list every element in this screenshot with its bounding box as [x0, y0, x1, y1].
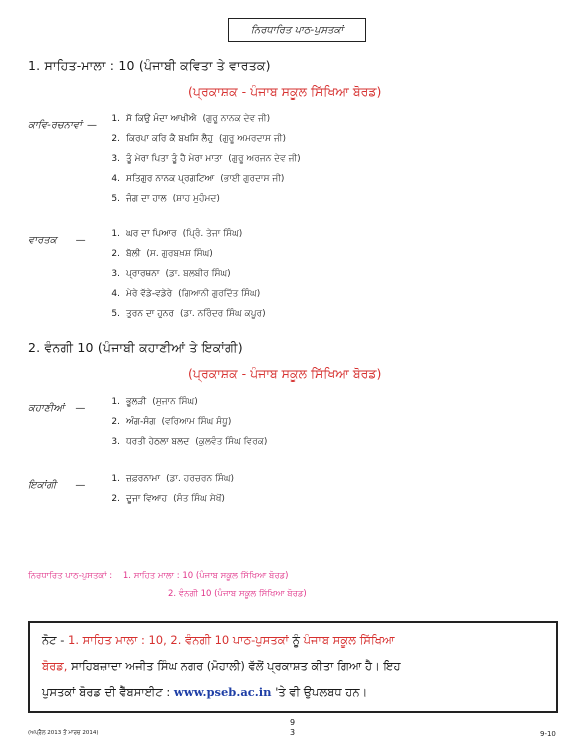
page-title: ਨਿਰਧਾਰਿਤ ਪਾਠ-ਪੁਸਤਕਾਂ: [250, 24, 344, 36]
section2-heading: 2. ਵੰਨਗੀ 10 (ਪੰਜਾਬੀ ਕਹਾਣੀਆਂ ਤੇ ਇਕਾਂਗੀ): [28, 340, 243, 355]
list-item: 4. ਮੇਰੇ ਵੱਡੇ-ਵਡੇਰੇ (ਗਿਆਨੀ ਗੁਰਦਿੱਤ ਸਿੰਘ): [111, 289, 261, 299]
section1-heading: 1. ਸਾਹਿਤ-ਮਾਲਾ : 10 (ਪੰਜਾਬੀ ਕਵਿਤਾ ਤੇ ਵਾਰਤਕ): [28, 58, 271, 73]
list-item: 2. ਅੰਗ-ਸੰਗ (ਵਰਿਆਮ ਸਿੰਘ ਸੰਧੂ): [111, 417, 232, 427]
page-number: 3: [290, 728, 296, 737]
list-item: 1. ਭੂਲੜੀ (ਸੁਜਾਨ ਸਿੰਘ): [111, 397, 198, 407]
list-item: 1. ਘਰ ਦਾ ਪਿਆਰ (ਪ੍ਰਿੰ. ਤੇਜਾ ਸਿੰਘ): [111, 229, 243, 239]
footer-class-range: 9-10: [540, 730, 556, 738]
list-item: 1. ਸੋ ਕਿਉ ਮੰਦਾ ਆਖੀਐ (ਗੁਰੂ ਨਾਨਕ ਦੇਵ ਜੀ): [111, 114, 271, 124]
website-link[interactable]: www.pseb.ac.in: [173, 685, 272, 699]
list-item: 3. ਤੂੰ ਮੇਰਾ ਪਿਤਾ ਤੂੰ ਹੈ ਮੇਰਾ ਮਾਤਾ (ਗੁਰੂ ਅਰਜਨ ਦੇਵ ਜੀ): [111, 154, 301, 164]
footer-page-marker: 9: [290, 718, 296, 727]
list-item: 1. ਜ਼ਫ਼ਰਨਾਮਾ (ਡਾ. ਹਰਚਰਨ ਸਿੰਘ): [111, 474, 235, 484]
group-label-prose: ਵਾਰਤਕ —: [28, 235, 86, 246]
section2-publisher: (ਪ੍ਰਕਾਸ਼ਕ - ਪੰਜਾਬ ਸਕੂਲ ਸਿੱਖਿਆ ਬੋਰਡ): [188, 366, 382, 381]
group-label-poetry: ਕਾਵਿ-ਰਚਨਾਵਾਂ —: [28, 120, 98, 131]
group-label-stories: ਕਹਾਣੀਆਂ —: [28, 403, 86, 414]
group-label-plays: ਇਕਾਂਗੀ —: [28, 480, 86, 491]
note-line-3: ਪੁਸਤਕਾਂ ਬੋਰਡ ਦੀ ਵੈੱਬਸਾਈਟ : www.pseb.ac.in 'ਤੇ ਵੀ ਉਪਲਬਧ ਹਨ।: [42, 685, 368, 699]
list-item: 3. ਪ੍ਰਾਰਥਨਾ (ਡਾ. ਬਲਬੀਰ ਸਿੰਘ): [111, 269, 231, 279]
list-item: 2. ਦੂਜਾ ਵਿਆਹ (ਸੰਤ ਸਿੰਘ ਸੇਖੋਂ): [111, 494, 225, 504]
list-item: 2. ਬੋਲੀ (ਸ. ਗੁਰਬਖ਼ਸ਼ ਸਿੰਘ): [111, 249, 213, 259]
section1-publisher: (ਪ੍ਰਕਾਸ਼ਕ - ਪੰਜਾਬ ਸਕੂਲ ਸਿੱਖਿਆ ਬੋਰਡ): [188, 84, 382, 99]
summary-line-1: ਨਿਰਧਾਰਿਤ ਪਾਠ-ਪੁਸਤਕਾਂ : 1. ਸਾਹਿਤ ਮਾਲਾ : 10 (ਪੰਜਾਬ ਸਕੂਲ ਸਿੱਖਿਆ ਬੋਰਡ): [28, 571, 289, 581]
note-box: [28, 621, 558, 713]
list-item: 2. ਕਿਰਪਾ ਕਰਿ ਕੈ ਬਖਸਿ ਲੈਹੁ (ਗੁਰੂ ਅਮਰਦਾਸ ਜੀ): [111, 134, 286, 144]
note-line-1: ਨੋਟ - 1. ਸਾਹਿਤ ਮਾਲਾ : 10, 2. ਵੰਨਗੀ 10 ਪਾਠ-ਪੁਸਤਕਾਂ ਨੂੰ ਪੰਜਾਬ ਸਕੂਲ ਸਿੱਖਿਆ: [42, 633, 395, 647]
note-line-2: ਬੋਰਡ, ਸਾਹਿਬਜ਼ਾਦਾ ਅਜੀਤ ਸਿੰਘ ਨਗਰ (ਮੋਹਾਲੀ) ਵੱਲੋਂ ਪ੍ਰਕਾਸ਼ਤ ਕੀਤਾ ਗਿਆ ਹੈ। ਇਹ: [42, 659, 401, 673]
list-item: 5. ਜੰਗ ਦਾ ਹਾਲ (ਸ਼ਾਹ ਮੁਹੰਮਦ): [111, 194, 220, 204]
page-title-box: [228, 18, 366, 42]
footer-date-range: (ਅਪ੍ਰੈਲ 2013 ਤੋਂ ਮਾਰਚ 2014): [28, 730, 99, 736]
list-item: 3. ਧਰਤੀ ਹੇਠਲਾ ਬਲਦ (ਕੁਲਵੰਤ ਸਿੰਘ ਵਿਰਕ): [111, 437, 268, 447]
list-item: 4. ਸਤਿਗੁਰ ਨਾਨਕ ਪ੍ਰਗਟਿਆ (ਭਾਈ ਗੁਰਦਾਸ ਜੀ): [111, 174, 285, 184]
summary-line-2: 2. ਵੰਨਗੀ 10 (ਪੰਜਾਬ ਸਕੂਲ ਸਿੱਖਿਆ ਬੋਰਡ): [168, 589, 307, 599]
list-item: 5. ਤੁਰਨ ਦਾ ਹੁਨਰ (ਡਾ. ਨਰਿੰਦਰ ਸਿੰਘ ਕਪੂਰ): [111, 309, 266, 319]
